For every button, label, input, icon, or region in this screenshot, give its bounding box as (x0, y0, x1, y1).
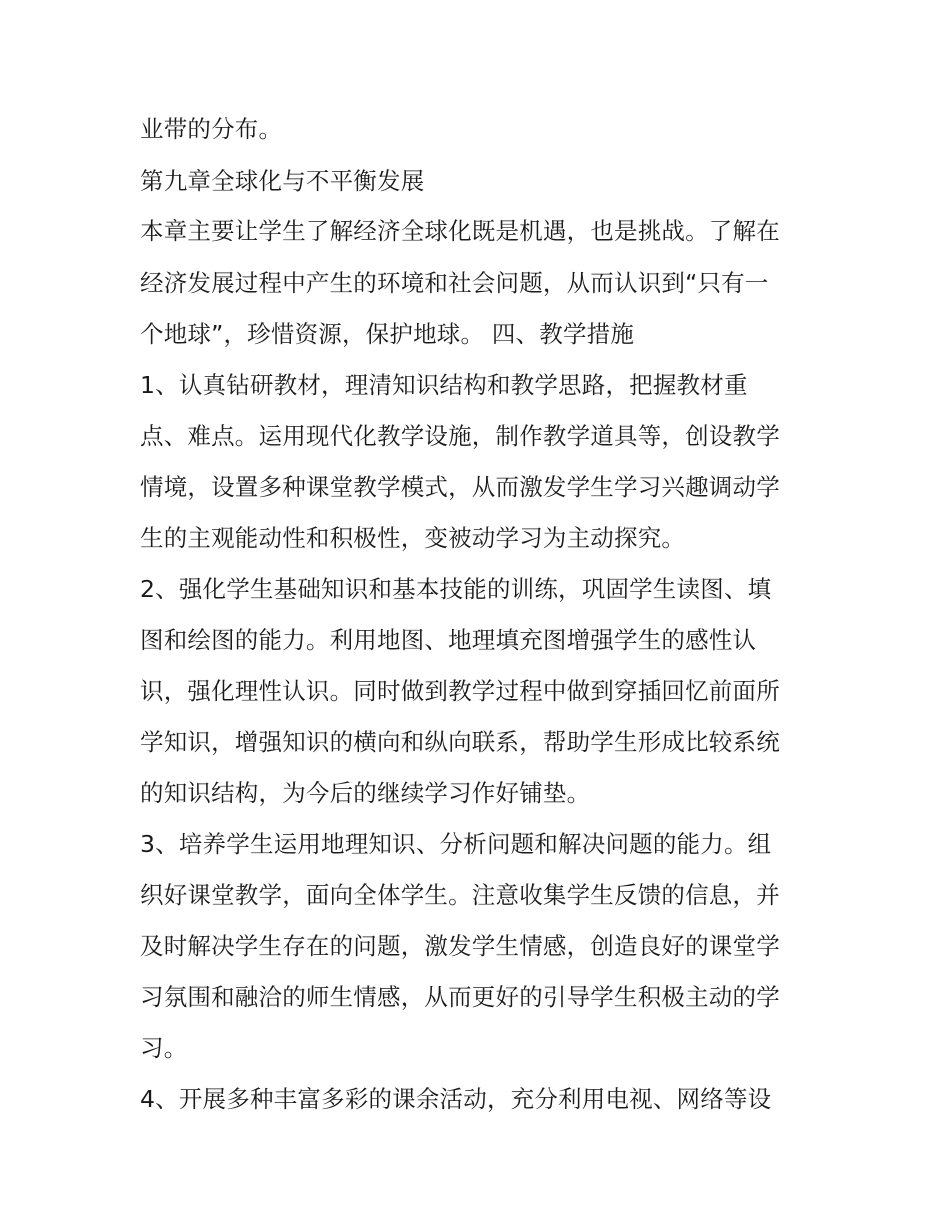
text-line: 习氛围和融洽的师生情感，从而更好的引导学生积极主动的学 (140, 983, 780, 1011)
text-line: 3、培养学生运用地理知识、分析问题和解决问题的能力。组 (140, 830, 772, 858)
text-line: 业带的分布。 (140, 115, 283, 143)
text-line: 图和绘图的能力。利用地图、地理填充图增强学生的感性认 (140, 626, 757, 654)
text-line: 识，强化理性认识。同时做到教学过程中做到穿插回忆前面所 (140, 677, 780, 705)
text-line: 本章主要让学生了解经济全球化既是机遇，也是挑战。了解在 (140, 217, 780, 245)
text-line: 点、难点。运用现代化教学设施，制作教学道具等，创设教学 (140, 422, 780, 450)
text-line: 生的主观能动性和积极性，变被动学习为主动探究。 (140, 524, 686, 552)
text-line: 个地球”，珍惜资源，保护地球。 四、教学措施 (140, 320, 635, 348)
text-line: 织好课堂教学，面向全体学生。注意收集学生反馈的信息，并 (140, 881, 780, 909)
text-line: 4、开展多种丰富多彩的课余活动，充分利用电视、网络等设 (140, 1085, 772, 1113)
text-line: 习。 (140, 1034, 188, 1062)
text-line: 情境，设置多种课堂教学模式，从而激发学生学习兴趣调动学 (140, 473, 780, 501)
text-line: 及时解决学生存在的问题，激发学生情感，创造良好的课堂学 (140, 932, 780, 960)
text-line: 经济发展过程中产生的环境和社会问题，从而认识到“只有一 (140, 269, 769, 297)
text-line: 1、认真钻研教材，理清知识结构和教学思路，把握教材重 (140, 371, 748, 399)
chapter-heading: 第九章全球化与不平衡发展 (140, 167, 425, 195)
text-line: 2、强化学生基础知识和基本技能的训练，巩固学生读图、填 (140, 575, 772, 603)
text-line: 学知识，增强知识的横向和纵向联系，帮助学生形成比较系统 (140, 728, 780, 756)
text-line: 的知识结构，为今后的继续学习作好铺垫。 (140, 779, 591, 807)
